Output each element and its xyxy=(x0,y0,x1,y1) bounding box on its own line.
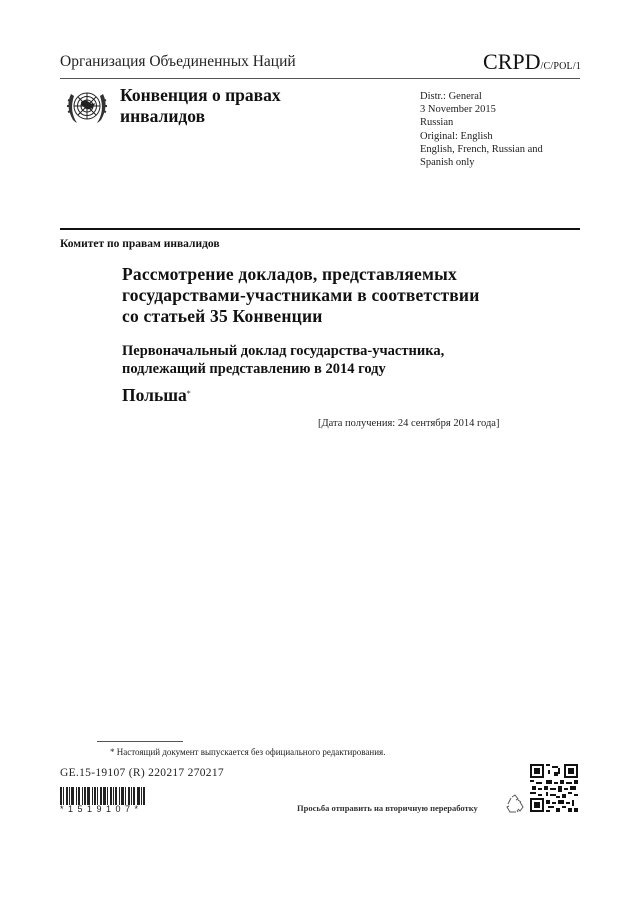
document-symbol xyxy=(483,49,581,75)
symbol-suffix: /C/POL/1 xyxy=(540,61,581,72)
section-rule xyxy=(60,228,580,230)
convention-title xyxy=(120,85,281,127)
symbol-main: CRPD xyxy=(483,49,541,74)
barcode-icon xyxy=(60,787,155,805)
distribution-block xyxy=(420,90,543,169)
country-label: Польша xyxy=(122,385,187,405)
convention-title-line: инвалидов xyxy=(120,106,206,126)
sub-title-line: подлежащий представлению в 2014 году xyxy=(122,361,386,377)
sub-title-line: Первоначальный доклад государства-участника, xyxy=(122,343,445,359)
distribution-line: English, French, Russian and xyxy=(420,143,543,155)
distribution-line: Russian xyxy=(420,117,454,129)
main-title-line: Рассмотрение докладов, представляемых xyxy=(122,264,457,284)
header-rule xyxy=(60,78,580,79)
main-title-line: со статьей 35 Конвенции xyxy=(122,306,323,326)
distribution-line: Spanish only xyxy=(420,157,475,169)
distribution-line: Original: English xyxy=(420,130,493,142)
recycle-icon xyxy=(504,793,526,815)
country-name xyxy=(122,385,191,406)
date-received: [Дата получения: 24 сентября 2014 года] xyxy=(318,418,500,429)
footnote-rule xyxy=(97,741,183,742)
ge-code: GE.15-19107 (R) 220217 270217 xyxy=(60,767,224,779)
footnote-mark: * xyxy=(186,389,191,398)
distribution-line: 3 November 2015 xyxy=(420,104,496,116)
main-title xyxy=(122,264,480,327)
footnote: * Настоящий документ выпускается без официального редактирования. xyxy=(110,747,386,757)
recycle-text: Просьба отправить на вторичную переработку xyxy=(297,803,478,813)
main-title-line: государствами-участниками в соответствии xyxy=(122,285,480,305)
committee-name: Комитет по правам инвалидов xyxy=(60,238,220,250)
un-emblem-icon xyxy=(63,86,111,126)
qr-code-icon xyxy=(528,762,580,814)
organization-name: Организация Объединенных Наций xyxy=(60,53,296,70)
convention-title-line: Конвенция о правах xyxy=(120,85,281,105)
sub-title xyxy=(122,342,444,378)
distribution-line: Distr.: General xyxy=(420,91,482,102)
barcode-number: *1519107* xyxy=(60,804,143,814)
